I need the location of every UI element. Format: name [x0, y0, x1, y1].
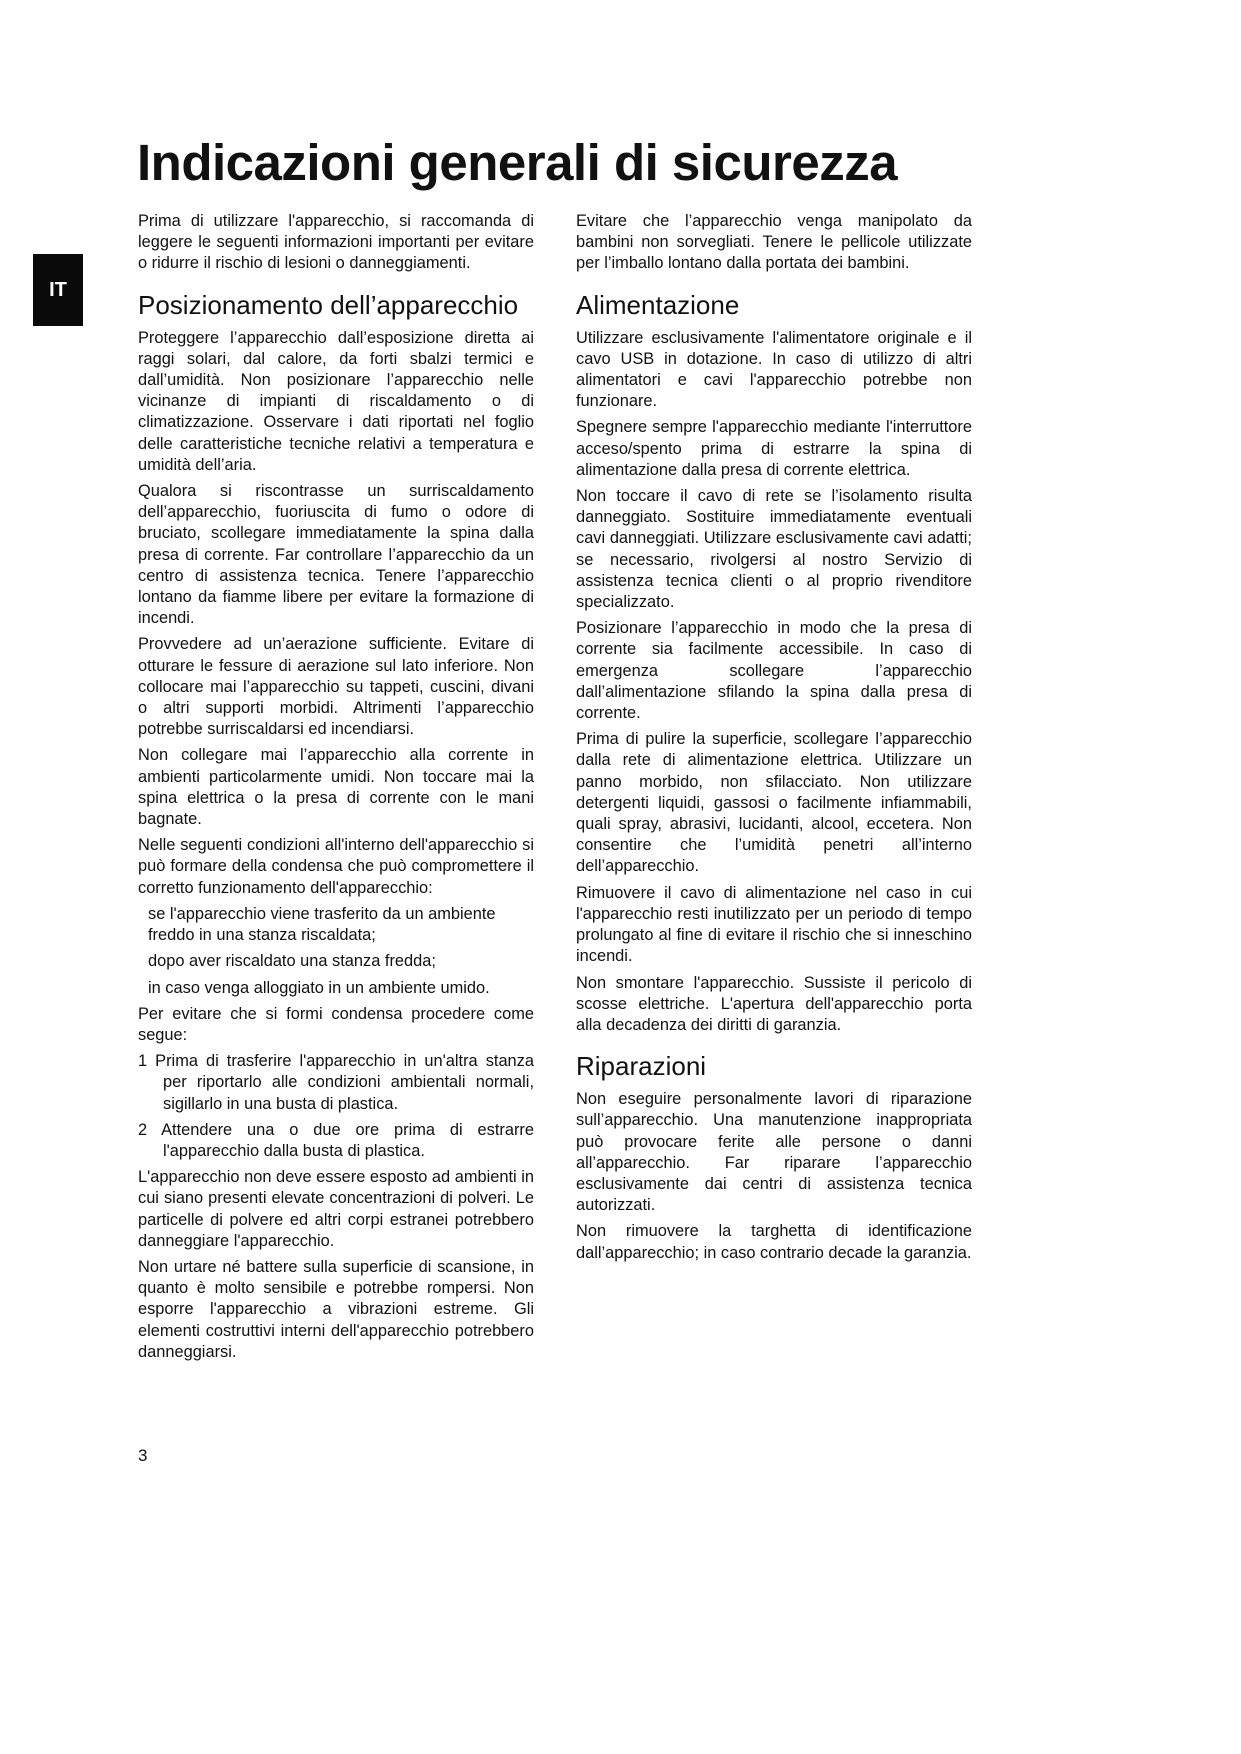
page-number: 3: [138, 1446, 148, 1465]
section-heading-power: Alimentazione: [576, 289, 740, 320]
paragraph: Non collegare mai l’apparecchio alla corrente in ambienti particolarmente umidi. Non toccare mai la spina elettrica o la presa di corrente con le mani bagnate.: [138, 746, 534, 829]
step-item: 1 Prima di trasferire l'apparecchio in un'altra stanza per riportarlo alle condizioni ambientali normali, sigillarlo in una busta di plastica.: [138, 1052, 534, 1113]
condition-item: in caso venga alloggiato in un ambiente umido.: [148, 978, 490, 997]
paragraph: Non toccare il cavo di rete se l’isolamento risulta danneggiato. Sostituire immediatamente eventuali cavi danneggiati. Utilizzare esclusivamente cavi adatti; se necessario, rivolgersi al nostro Servizio di assistenza tecnica clienti o al proprio rivenditore specializzato.: [576, 487, 972, 612]
paragraph: Non smontare l'apparecchio. Sussiste il pericolo di scosse elettriche. L'apertura dell'apparecchio porta alla decadenza dei diritti di garanzia.: [576, 973, 972, 1034]
paragraph: Non rimuovere la targhetta di identificazione dall’apparecchio; in caso contrario decade la garanzia.: [576, 1222, 972, 1262]
paragraph: Posizionare l’apparecchio in modo che la presa di corrente sia facilmente accessibile. In caso di emergenza scollegare l’apparecchio dall’alimentazione sfilando la spina dalla presa di corrente.: [576, 619, 972, 723]
paragraph: Nelle seguenti condizioni all'interno dell'apparecchio si può formare della condensa che può compromettere il corretto funzionamento dell'apparecchio:: [138, 836, 534, 897]
language-label: IT: [49, 278, 67, 301]
condition-item: se l'apparecchio viene trasferito da un ambiente freddo in una stanza riscaldata;: [148, 904, 496, 945]
paragraph: Per evitare che si formi condensa procedere come segue:: [138, 1004, 534, 1044]
paragraph: L'apparecchio non deve essere esposto ad ambienti in cui siano presenti elevate concentrazioni di polveri. Le particelle di polvere ed altri corpi estranei potrebbero danneggiare l'apparecchio.: [138, 1168, 534, 1250]
step-item: 2 Attendere una o due ore prima di estrarre l'apparecchio dalla busta di plastica.: [138, 1120, 534, 1160]
intro-paragraph: Prima di utilizzare l'apparecchio, si raccomanda di leggere le seguenti informazioni importanti per evitare o ridurre il rischio di lesioni o danneggiamenti.: [138, 212, 534, 273]
paragraph: Utilizzare esclusivamente l'alimentatore originale e il cavo USB in dotazione. In caso di utilizzo di altri alimentatori e cavi l'apparecchio potrebbe non funzionare.: [576, 328, 972, 411]
condition-item: dopo aver riscaldato una stanza fredda;: [148, 952, 436, 971]
paragraph: Qualora si riscontrasse un surriscaldamento dell’apparecchio, fuoriuscita di fumo o odore di bruciato, scollegare immediatamente la spina dalla presa di corrente. Far controllare l’apparecchio da un centro di assistenza tecnica. Tenere l’apparecchio lontano da fiamme libere per evitare la formazione di incendi.: [138, 482, 534, 628]
paragraph: Provvedere ad un’aerazione sufficiente. Evitare di otturare le fessure di aerazione sul lato inferiore. Non collocare mai l’apparecchio su tappeti, cuscini, divani o altri supporti morbidi. Altrimenti l’apparecchio potrebbe surriscaldarsi ed incendiarsi.: [138, 635, 534, 739]
intro-paragraph: Evitare che l’apparecchio venga manipolato da bambini non sorvegliati. Tenere le pellicole utilizzate per l’imballo lontano dalla portata dei bambini.: [576, 212, 972, 273]
paragraph: Rimuovere il cavo di alimentazione nel caso in cui l'apparecchio resti inutilizzato per un periodo di tempo prolungato al fine di evitare il rischio che si inneschino incendi.: [576, 883, 972, 966]
paragraph: Non urtare né battere sulla superficie di scansione, in quanto è molto sensibile e potrebbe rompersi. Non esporre l'apparecchio a vibrazioni estreme. Gli elementi costruttivi interni dell'apparecchio potrebbero danneggiarsi.: [138, 1257, 534, 1361]
right-column: [576, 211, 972, 1269]
paragraph: Proteggere l’apparecchio dall’esposizione diretta ai raggi solari, dal calore, da forti sbalzi termici e dall’umidità. Non posizionare l’apparecchio nelle vicinanze di impianti di riscaldamento o di climatizzazione. Osservare i dati riportati nel foglio delle caratteristiche tecniche relativi a temperatura e umidità dell’aria.: [138, 328, 534, 474]
language-tab: [33, 254, 83, 326]
paragraph: Non eseguire personalmente lavori di riparazione sull’apparecchio. Una manutenzione inappropriata può provocare ferite alle persone o danni all’apparecchio. Far riparare l’apparecchio esclusivamente dai centri di assistenza tecnica autorizzati.: [576, 1090, 972, 1215]
left-column: [138, 211, 534, 1368]
paragraph: Spegnere sempre l'apparecchio mediante l'interruttore acceso/spento prima di estrarre la spina di alimentazione dalla presa di corrente elettrica.: [576, 418, 972, 479]
section-heading-repairs: Riparazioni: [576, 1051, 707, 1082]
section-heading-positioning: Posizionamento dell’apparecchio: [138, 289, 519, 320]
paragraph: Prima di pulire la superficie, scollegare l’apparecchio dalla rete di alimentazione elettrica. Utilizzare un panno morbido, non sfilacciato. Non utilizzare detergenti liquidi, gassosi o facilmente infiammabili, quali spray, abrasivi, lucidanti, alcool, eccetera. Non consentire che l’umidità penetri all’interno dell’apparecchio.: [576, 730, 972, 876]
page-title: Indicazioni generali di sicurezza: [137, 134, 898, 191]
